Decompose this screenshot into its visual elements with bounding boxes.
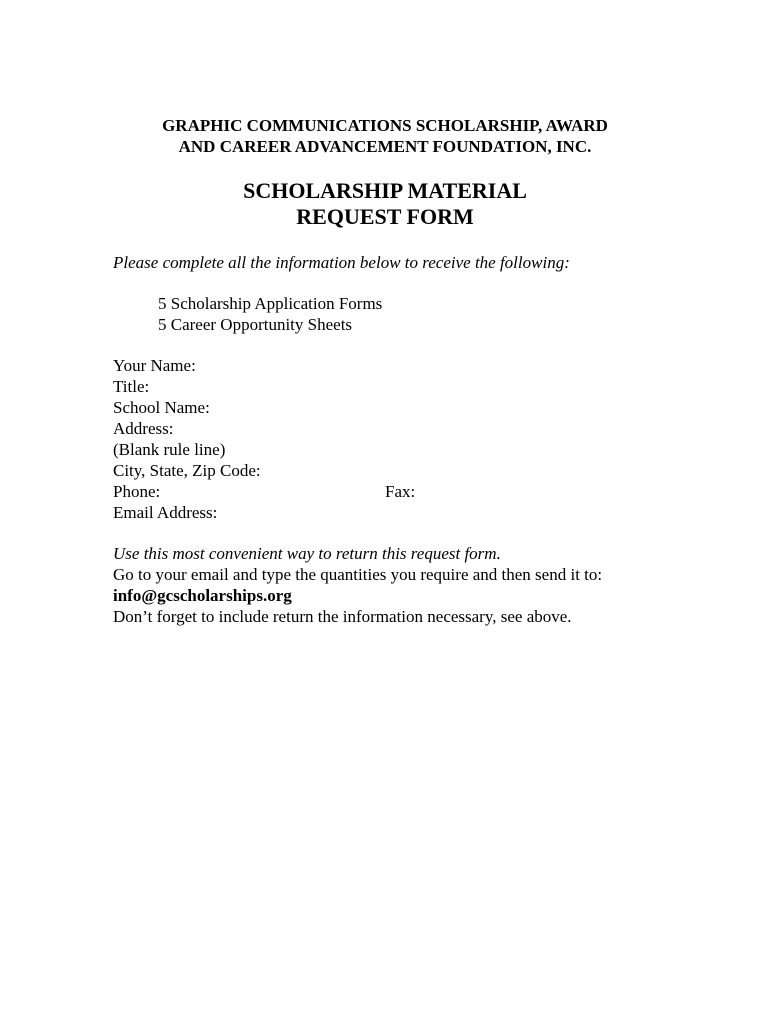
contact-email: info@gcscholarships.org <box>113 586 292 605</box>
field-label-name: Your Name: <box>113 356 196 375</box>
field-label-fax: Fax: <box>385 482 416 501</box>
reminder-text: Don’t forget to include return the information necessary, see above. <box>113 607 572 626</box>
field-label-title: Title: <box>113 377 150 396</box>
form-title-line1: SCHOLARSHIP MATERIAL <box>243 178 527 203</box>
field-label-email: Email Address: <box>113 503 218 522</box>
email-instruction: Go to your email and type the quantities you require and then send it to: <box>113 565 603 584</box>
field-label-blank-line: (Blank rule line) <box>113 440 226 459</box>
form-title-line2: REQUEST FORM <box>296 204 474 229</box>
organization-name-line2: AND CAREER ADVANCEMENT FOUNDATION, INC. <box>178 137 592 156</box>
field-label-address: Address: <box>113 419 174 438</box>
intro-text: Please complete all the information below to receive the following: <box>113 253 570 272</box>
field-label-school: School Name: <box>113 398 210 417</box>
item-career-sheets: 5 Career Opportunity Sheets <box>158 315 353 334</box>
field-label-phone: Phone: <box>113 482 161 501</box>
return-note: Use this most convenient way to return this request form. <box>113 544 501 563</box>
field-label-city: City, State, Zip Code: <box>113 461 261 480</box>
item-application-forms: 5 Scholarship Application Forms <box>158 294 383 313</box>
organization-name-line1: GRAPHIC COMMUNICATIONS SCHOLARSHIP, AWARD <box>162 116 608 135</box>
